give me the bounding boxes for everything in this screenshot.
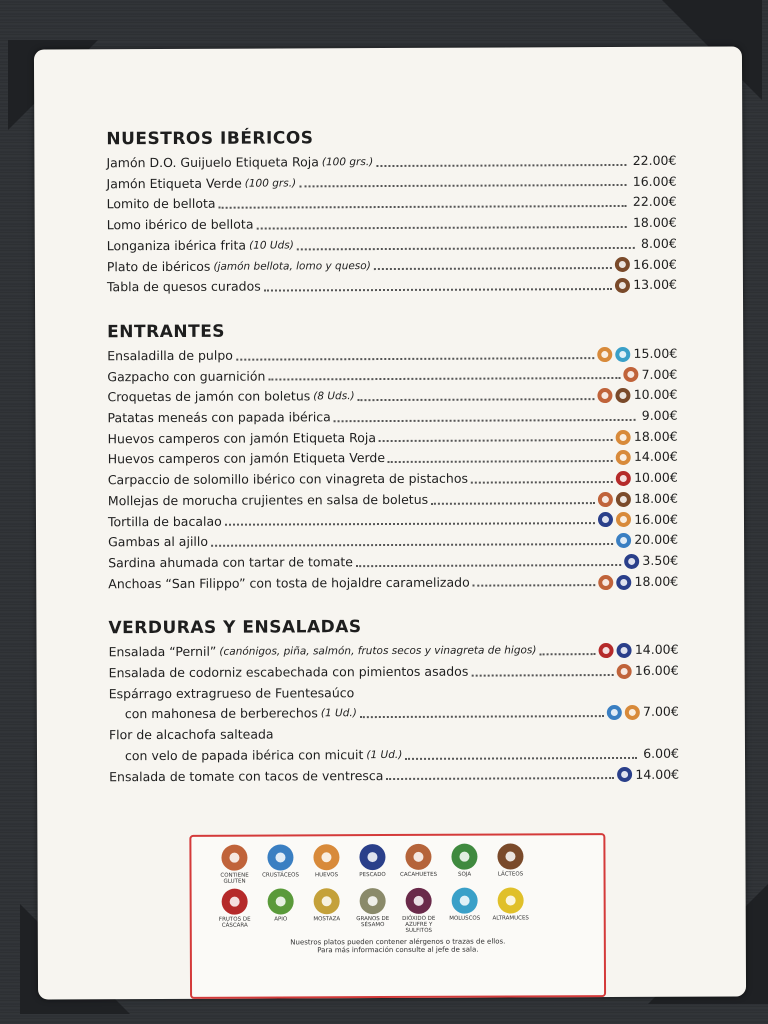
allergen-label: MOSTAZA [313,916,341,923]
menu-item [109,640,679,663]
sulfitos-allergen-icon [406,888,432,914]
crustaceos-allergen-icon [607,705,622,720]
allergen-legend-item [395,844,441,884]
allergen-icons [598,492,631,507]
dish-price: 14.00€ [635,766,680,782]
menu-item [108,468,678,491]
pescado-allergen-icon [598,512,613,527]
allergen-note-line1: Nuestros platos pueden contener alérgenos o trazas de ellos. [290,937,506,947]
section-title: NUESTROS IBÉRICOS [106,128,314,150]
menu-item [107,254,677,277]
menu-item [106,171,676,194]
dish-price: 8.00€ [640,235,677,251]
soja-allergen-icon [451,844,477,870]
allergen-icons [617,664,632,679]
allergen-legend-item [257,844,303,884]
frutos-allergen-icon [599,643,614,658]
dish-name: Tabla de quesos curados [106,278,261,295]
dish-name: Patatas meneás con papada ibérica [107,409,331,426]
dot-leader [379,439,613,442]
dish-name: Tortilla de bacalao [107,513,222,529]
menu-item [109,702,679,725]
dish-name: Anchoas “San Filippo” con tosta de hojaldre caramelizado [108,574,470,591]
dish-price: 15.00€ [633,345,678,361]
menu-item [108,489,678,512]
dish-price: 3.50€ [642,552,679,568]
allergen-label: HUEVOS [314,872,339,879]
gluten-allergen-icon [624,367,639,382]
allergen-label: CACAHUETES [399,871,438,878]
dish-price: 14.00€ [633,449,678,465]
dot-leader [473,584,596,587]
dish-price: 18.00€ [633,428,678,444]
menu-page [34,46,746,999]
menu-item [109,661,679,684]
menu-section [106,127,677,298]
menu-item [108,551,678,574]
lacteos-allergen-icon [616,492,631,507]
allergen-label: APIO [274,916,288,923]
allergen-legend [189,833,606,999]
mostaza-allergen-icon [314,888,340,914]
moluscos-allergen-icon [615,347,630,362]
dish-price: 7.00€ [641,366,678,382]
menu-item-first-line [109,723,679,746]
frutos-allergen-icon [222,889,248,915]
dish-name-continued: con velo de papada ibérica con micuit [124,746,364,764]
dish-note: (1 Ud.) [320,707,357,720]
gluten-allergen-icon [221,845,247,871]
dot-leader [256,226,626,230]
dish-price: 18.00€ [634,490,678,506]
menu-item [107,385,677,408]
dish-name: Ensalada de codorniz escabechada con pimientos asados [108,663,469,681]
allergen-legend-item [304,888,350,934]
dot-leader [471,481,613,484]
allergen-label: DIÓXIDO DE AZUFRE Y SULFITOS [402,915,436,934]
allergen-icons [615,278,630,293]
pescado-allergen-icon [617,643,632,658]
dish-name: Espárrago extragrueso de Fuentesaúco [108,684,355,701]
gluten-allergen-icon [598,575,613,590]
dot-leader [431,502,595,505]
lacteos-allergen-icon [615,257,630,272]
menu-content [106,127,679,812]
allergen-legend-item [396,888,442,934]
allergen-legend-item [442,888,488,934]
allergen-icons [624,554,639,569]
dish-note: (1 Ud.) [366,748,403,761]
huevos-allergen-icon [313,844,339,870]
menu-section [107,320,678,595]
dot-leader [376,164,626,167]
dot-leader [540,653,596,655]
allergen-icons [599,643,632,658]
cacahuetes-allergen-icon [405,844,431,870]
allergen-legend-item [488,887,534,933]
dish-note: (100 grs.) [321,156,374,169]
menu-item-first-line [109,682,679,705]
dish-price: 10.00€ [634,469,678,486]
dot-leader [471,674,614,677]
dish-price: 6.00€ [643,745,680,761]
menu-item [108,571,678,594]
dish-name: Plato de ibéricos [106,258,211,274]
dish-price: 13.00€ [633,276,677,293]
menu-item [107,213,677,236]
dish-name: Lomito de bellota [106,196,216,212]
dish-name-continued: con mahonesa de berberechos [124,705,318,722]
gluten-allergen-icon [598,492,613,507]
dish-price: 22.00€ [632,152,677,168]
dish-note: (jamón bellota, lomo y queso) [213,259,371,273]
huevos-allergen-icon [625,705,640,720]
menu-item [107,275,677,298]
huevos-allergen-icon [616,450,631,465]
allergen-legend-item [349,844,395,884]
dot-leader [358,398,595,401]
dot-leader [374,267,612,270]
dish-name: Longaniza ibérica frita [106,237,247,254]
menu-section [108,616,679,787]
dish-price: 10.00€ [633,387,678,403]
dish-price: 16.00€ [634,662,679,678]
allergen-note [192,937,604,955]
dot-leader [236,357,595,361]
allergen-icons [598,574,631,589]
dish-name: Flor de alcachofa salteada [108,726,274,743]
dish-name: Huevos camperos con jamón Etiqueta Verde [107,450,386,467]
crustaceos-allergen-icon [267,844,293,870]
dish-price: 20.00€ [634,531,679,548]
allergen-icons [617,767,632,782]
allergen-icons [615,257,630,272]
crustaceos-allergen-icon [616,533,631,548]
allergen-icons [597,347,630,362]
dot-leader [388,460,613,463]
dish-price: 16.00€ [634,511,679,527]
allergen-icons [598,512,631,527]
apio-allergen-icon [268,888,294,914]
dot-leader [299,184,627,187]
section-title: ENTRANTES [107,321,226,343]
moluscos-allergen-icon [452,888,478,914]
allergen-legend-item [212,889,258,935]
allergen-icons [607,705,640,720]
menu-item [109,764,679,787]
dish-price: 22.00€ [632,194,677,210]
allergen-label: ALTRAMUCES [492,915,529,922]
menu-item [107,192,677,215]
allergen-label: CRUSTÁCEOS [262,872,300,879]
dish-name: Ensalada “Pernil” [108,644,217,660]
allergen-icons [616,471,631,486]
allergen-icons [616,450,631,465]
huevos-allergen-icon [616,430,631,445]
pescado-allergen-icon [624,554,639,569]
dot-leader [225,522,595,526]
allergen-grid [191,835,603,935]
allergen-legend-item [441,844,487,884]
dish-name: Gambas al ajillo [108,534,209,550]
allergen-label: CONTIENE GLUTEN [220,872,249,885]
allergen-legend-item [211,845,257,885]
allergen-legend-item [350,888,396,934]
menu-item [108,530,678,553]
allergen-legend-item [303,844,349,884]
dish-name: Jamón D.O. Guijuelo Etiqueta Roja [106,154,319,171]
dish-note: (8 Uds.) [313,390,355,403]
sesamo-allergen-icon [360,888,386,914]
dot-leader [264,288,613,292]
dish-name: Jamón Etiqueta Verde [106,175,242,191]
lacteos-allergen-icon [497,843,523,869]
frutos-allergen-icon [616,471,631,486]
dish-price: 7.00€ [642,704,679,720]
allergen-label: SOJA [457,871,472,878]
dish-note: (100 grs.) [244,177,297,190]
allergen-icons [616,430,631,445]
dot-leader [219,205,627,209]
section-title: VERDURAS Y ENSALADAS [108,617,362,639]
menu-item [108,509,678,532]
dish-name: Croquetas de jamón con boletus [107,388,311,405]
dish-price: 18.00€ [632,214,677,231]
dish-name: Gazpacho con guarnición [107,368,266,384]
menu-item [108,447,678,470]
huevos-allergen-icon [616,512,631,527]
dish-name: Lomo ibérico de bellota [106,216,254,233]
menu-item [106,151,676,174]
menu-item [109,744,679,767]
dish-price: 9.00€ [641,407,678,423]
pescado-allergen-icon [616,574,631,589]
allergen-label: GRANOS DE SÉSAMO [356,916,390,929]
dish-name: Huevos camperos con jamón Etiqueta Roja [107,429,377,446]
dish-name: Mollejas de morucha crujientes en salsa de boletus [107,491,429,509]
dish-price: 18.00€ [634,573,679,589]
pescado-allergen-icon [359,844,385,870]
gluten-allergen-icon [598,388,613,403]
dot-leader [360,715,604,718]
menu-item [107,406,677,429]
dish-price: 16.00€ [633,256,677,272]
allergen-label: FRUTOS DE CÁSCARA [218,916,251,929]
allergen-icons [616,533,631,548]
allergen-label: MOLUSCOS [449,915,481,922]
allergen-icons [624,367,639,382]
dish-name: Ensalada de tomate con tacos de ventresca [109,767,384,784]
dot-leader [334,419,636,422]
dish-name: Ensaladilla de pulpo [107,347,233,364]
lacteos-allergen-icon [616,388,631,403]
pescado-allergen-icon [617,767,632,782]
dot-leader [405,757,637,760]
allergen-legend-item [487,843,533,883]
dish-name: Carpaccio de solomillo ibérico con vinagreta de pistachos [107,470,469,488]
menu-item [108,426,678,449]
gluten-allergen-icon [617,664,632,679]
allergen-legend-item [258,888,304,934]
dot-leader [211,543,613,547]
dish-name: Sardina ahumada con tartar de tomate [108,554,353,571]
allergen-icons [598,388,631,403]
dish-note: (10 Uds) [249,239,294,252]
dot-leader [297,246,635,249]
dish-price: 16.00€ [632,173,677,189]
allergen-label: PESCADO [359,872,386,879]
allergen-note-line2: Para más información consulte al jefe de sala. [317,945,479,955]
lacteos-allergen-icon [615,278,630,293]
dish-note: (canónigos, piña, salmón, frutos secos y vinagreta de higos) [219,644,537,659]
dot-leader [356,564,621,567]
dot-leader [386,777,614,780]
dot-leader [268,377,620,381]
menu-item [107,234,677,257]
menu-item [107,344,677,367]
menu-item [107,364,677,387]
dish-price: 14.00€ [634,642,679,658]
huevos-allergen-icon [597,347,612,362]
allergen-label: LÁCTEOS [497,871,524,878]
altramuces-allergen-icon [498,887,524,913]
